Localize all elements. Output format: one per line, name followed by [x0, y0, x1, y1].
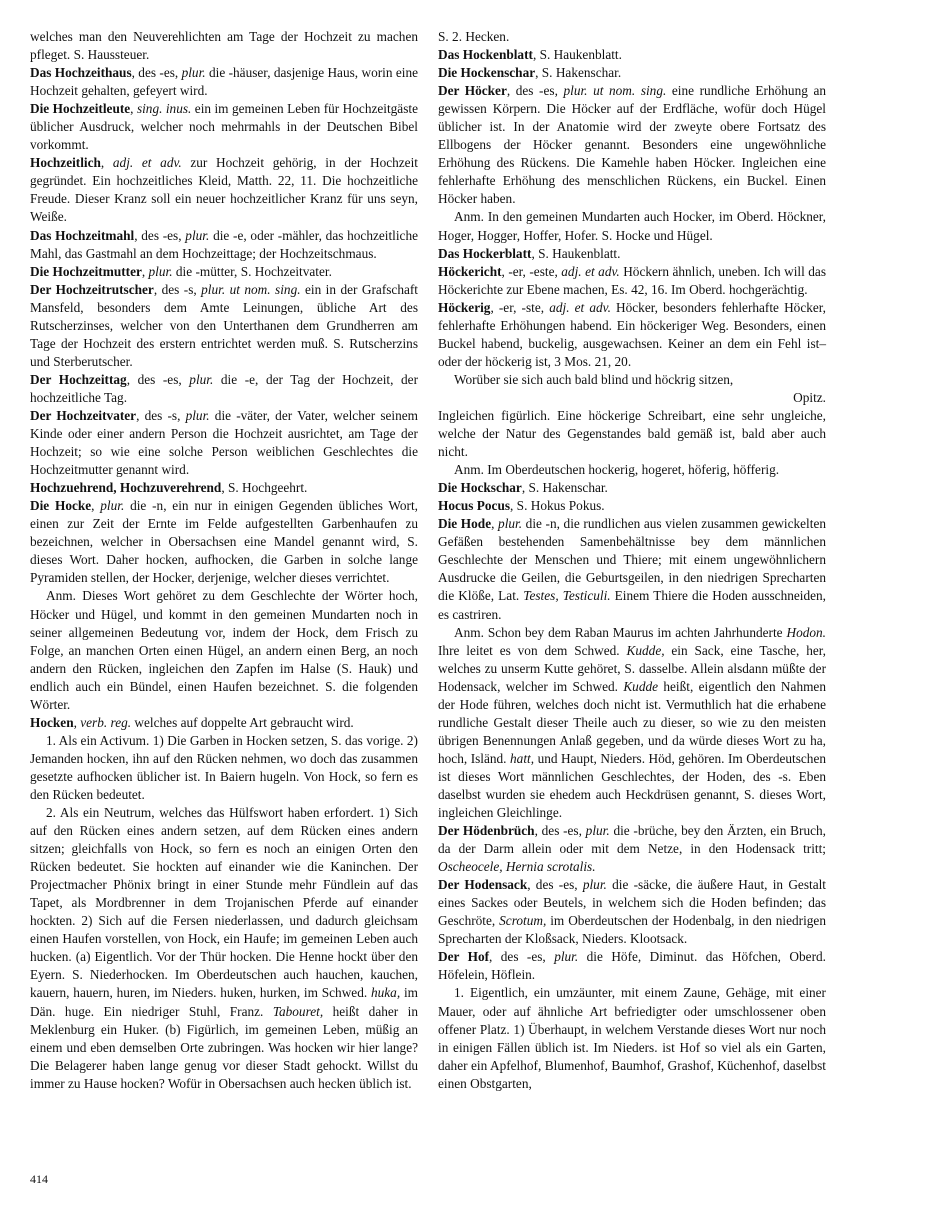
headword: Das Hochzeithaus [30, 65, 132, 81]
text-run: die -n, ein nur in einigen Gegenden übliches Wort, einen zur Zeit der Ernte im Felde aufgestellten Garbenhaufen zu bezeichnen, welcher in Obersachsen eine Mandel genannt wird, S. dieses Wort. Daher hocken, aufhocken, die Garben in solche lange Pyramiden stellen, der Hocker, derjenige, welcher dieses verrichtet. [30, 498, 418, 586]
text-run: 1. Eigentlich, ein umzäunter, mit einem Zaune, Gehäge, mit einer Mauer, oder auf ähnliche Art befriedigter oder umschlossener oben offener Platz. 1) Überhaupt, in welchem Verstande dieses Wort nur noch in einigen Fällen üblich ist. Im Nieders. ist Hof so viel als ein Garten, daher ein Apfelhof, Blumenhof, Baumhof, Grashof, Küchenhof, daselbst einen Obstgarten, [438, 985, 826, 1091]
italic-term: plur. [185, 407, 210, 423]
right-column [438, 28, 826, 1093]
italic-term: plur. [189, 371, 214, 387]
italic-term: verb. reg. [80, 714, 132, 730]
italic-term: plur. [554, 949, 579, 965]
headword: Die Hochzeitleute [30, 101, 131, 117]
text-run: , S. Hakenschar. [535, 65, 622, 81]
headword: Das Hochzeitmahl [30, 227, 135, 243]
italic-term: plur. [582, 877, 607, 893]
headword: Der Hochzeittag [30, 371, 127, 387]
entry-paragraph [438, 497, 826, 515]
italic-term: adj. et adv. [112, 155, 182, 171]
headword: Die Hockenschar [438, 65, 536, 81]
text-run: zur Hochzeit gehörig, in der Hochzeit gegründet. Ein hochzeitliches Kleid, Matth. 22, 11. Die hochzeitliche Freude. Dieser Kranz soll ein neuer hochzeitlicher Kranz für uns seyn, Weiße. [30, 155, 418, 225]
entry-paragraph [30, 64, 418, 100]
text-run: , des -es, [134, 227, 186, 243]
text-run: Ihre leitet es von dem Schwed. [438, 642, 627, 658]
text-run: heißt daher in Meklenburg ein Huker. (b) Figürlich, im gemeinen Leben, müßig an einem und eben demselben Orte zubringen. Was hocken wir hier lange? Die Belagerer haben lange genug vor dieser Stadt gehockt. Willst du immer zu Hause hocken? Wofür in Obersachsen auch hecken üblich ist. [30, 1003, 418, 1091]
headword: Der Hodensack [438, 877, 528, 893]
text-run: , des -es, [131, 65, 182, 81]
entry-paragraph [30, 732, 418, 804]
text-run: die -väter, der Vater, welcher seinem Kinde oder einer andern Person die Hochzeit ausrichtet, am Tage der Hochzeit; so wie eine solche Person weiblichen Geschlechtes die Hochzeitmutter genannt wird. [30, 407, 419, 478]
headword: Der Hof [438, 949, 490, 965]
entry-paragraph [438, 515, 826, 623]
text-run: , S. Hakenschar. [521, 480, 608, 496]
text-run: die -brüche, bey den Ärzten, ein Bruch, da der Darm allein oder mit dem Netze, in den Hodensack tritt; [438, 823, 826, 857]
text-run: 1. Als ein Activum. 1) Die Garben in Hocken setzen, S. das vorige. 2) Jemanden hocken, ihn auf den Rücken nehmen, wo doch das zusammen gesetzte aufhocken üblicher ist. In Baiern hugeln. Von Hock, so fern es den Rücken bedeutet. [30, 732, 418, 802]
text-run: Anm. Dieses Wort gehöret zu dem Geschlechte der Wörter hoch, Höcker und Hügel, und kommt in den gemeinen Mundarten noch in seiner allgemeinen Bedeutung vor, indem der Hock, dem Frisch zu Folge, an manchen Orten einen Hügel, an andern einen Berg, an noch andern den Rücken, ingleichen den Zapfen im Halse (S. Hauk) und endlich auch ein Bündel, einen Haufen bezeichnet. S. die folgenden Wörter. [30, 588, 418, 712]
text-run: , des -es, [489, 949, 555, 965]
entry-paragraph [438, 371, 826, 389]
entry-paragraph [30, 154, 418, 226]
italic-term: adj. et adv. [561, 263, 620, 279]
italic-term: hatt, [510, 750, 535, 766]
text-run: welches man den Neuverehlichten am Tage der Hochzeit zu machen pfleget. S. Haussteuer. [30, 29, 418, 63]
italic-term: Hodon. [786, 624, 826, 640]
text-run: Einem Thiere die Hoden ausschneiden, es castriren. [438, 588, 826, 622]
entry-paragraph [30, 281, 418, 371]
headword: Der Hödenbrüch [438, 823, 535, 839]
page-number: 414 [30, 1172, 48, 1186]
italic-term: plur. [585, 823, 610, 839]
italic-term: Tabouret, [272, 1003, 324, 1019]
entry-paragraph [438, 461, 826, 479]
headword: Der Hochzeitrutscher [30, 281, 154, 297]
text-run: Anm. Schon bey dem Raban Maurus im achten Jahrhunderte [454, 624, 787, 640]
headword: Die Hockschar [438, 480, 522, 496]
entry-paragraph [438, 299, 826, 371]
italic-term: plur. [185, 227, 210, 243]
text-run: Anm. Im Oberdeutschen hockerig, hogeret, höferig, höfferig. [454, 462, 780, 478]
text-run: 2. Als ein Neutrum, welches das Hülfswort haben erfordert. 1) Sich auf den Rücken eines andern setzen, auf dem Rücken eines andern sitzen; gleichfalls von Hock, so fern es noch an einigen Orten den Rücken bedeutet. Sie hockten auf einander wie die Kaninchen. Der Projectmacher Phönix bringt in einer Stunde mehr Fündlein auf das Tapet, als Mordbrenner in dem Trojanischen Pferde auf einander hockten. 2) Sich auf die Fersen niederlassen, und dadurch gleichsam einen Haufen vorstellen, von Hock, ein Haufe; im gemeinen Leben auch hucken. (a) Eigentlich. Vor der Thür hocken. Die Henne hockt über den Eyern. S. Niederhocken. Im Oberdeutschen auch hauchen, kauchen, kauern, hauern, huren, im Nieders. huken, hurken, im Schwed. [30, 805, 418, 1001]
text-run: die -e, der Tag der Hochzeit, der hochzeitliche Tag. [30, 371, 418, 405]
entry-paragraph [30, 497, 418, 587]
text-run: Opitz. [793, 389, 826, 405]
text-run: , des -es, [126, 371, 190, 387]
headword: Die Hocke [30, 498, 92, 514]
entry-paragraph [438, 82, 826, 208]
entry-paragraph [30, 714, 418, 732]
entry-paragraph [438, 407, 826, 461]
text-run: die -mütter, S. Hochzeitvater. [172, 263, 332, 279]
text-run: , [100, 155, 113, 171]
text-run: , S. Haukenblatt. [531, 245, 621, 261]
text-run: welches auf doppelte Art gebraucht wird. [131, 714, 354, 730]
entry-paragraph [30, 371, 418, 407]
text-run: die Höfe, Diminut. das Höfchen, Oberd. Höfelein, Höflein. [438, 949, 826, 983]
text-run: Höckern ähnlich, uneben. Ich will das Höckerichte zur Ebene machen, Es. 42, 16. Im Oberd. hochgerächtig. [438, 263, 826, 297]
text-run: die -säcke, die äußere Haut, in Gestalt eines Sackes oder Beutels, in welchem sich die Hoden befinden; das Geschröte, [438, 877, 826, 929]
headword: Die Hode [438, 516, 492, 532]
headword: Das Hockerblatt [438, 245, 532, 261]
italic-term: adj. et adv. [549, 299, 611, 315]
entry-paragraph [30, 227, 418, 263]
text-run: ein Sack, eine Tasche, her, welches zu unserm Kutte gehöret, S. dasselbe. Allein alsdann müßte der Hodensack, welcher im Schwed. [438, 642, 826, 694]
left-column [30, 28, 418, 1093]
text-run: , S. Hochgeehrt. [221, 480, 308, 496]
entry-paragraph [30, 263, 418, 281]
entry-paragraph [30, 804, 418, 1093]
text-run: , S. Haukenblatt. [532, 47, 622, 63]
text-run: im Oberdeutschen der Hodenbalg, in den niedrigen Sprecharten der Kloßsack, Nieders. Klootsack. [438, 913, 826, 947]
text-run: ein im gemeinen Leben für Hochzeitgäste üblicher Ausdruck, welcher noch mehrmahls in der Deutschen Bibel vorkommt. [30, 101, 418, 153]
entry-paragraph [438, 245, 826, 263]
italic-term: sing. inus. [136, 101, 192, 117]
italic-term: plur. [498, 516, 523, 532]
headword: Hocus Pocus [438, 498, 511, 514]
entry-paragraph [438, 64, 826, 82]
italic-term: plur. [181, 65, 206, 81]
entry-paragraph [30, 479, 418, 497]
text-run: , des -s, [153, 281, 202, 297]
entry-paragraph [438, 624, 826, 823]
text-run: , -er, -este, [501, 263, 562, 279]
headword: Höckericht [438, 263, 502, 279]
text-run: im Dän. huge. Ein niedriger Stuhl, Franz. [30, 985, 418, 1019]
text-run: und Haupt, Nieders. Höd, gehören. Im Oberdeutschen ist dieses Wort männlichen Geschlechtes, der Hoden, des -s. Eben daselbst wurden sie ehedem auch Heckdrüsen genannt, S. dieses Wort, ingleichen Gleichlinge. [438, 750, 826, 821]
text-run: die -e, oder -mähler, das hochzeitliche Mahl, das Gastmahl an dem Hochzeittage; der Hochzeitschmaus. [30, 227, 419, 261]
headword: Hocken [30, 714, 74, 730]
headword: Die Hochzeitmutter [30, 263, 142, 279]
entry-paragraph [438, 984, 826, 1092]
italic-term: huka, [370, 985, 401, 1001]
italic-term: plur. ut nom. sing. [563, 83, 667, 99]
headword: Höckerig [438, 299, 491, 315]
italic-term: Scrotum, [499, 913, 547, 929]
entry-paragraph [438, 46, 826, 64]
entry-paragraph [438, 389, 826, 407]
text-run: die -häuser, dasjenige Haus, worin eine Hochzeit gehalten, gefeyert wird. [30, 65, 418, 99]
text-run: , des -es, [506, 83, 564, 99]
italic-term: Kudde, [626, 642, 665, 658]
entry-paragraph [30, 407, 418, 479]
italic-term: plur. [100, 498, 125, 514]
text-run: Worüber sie sich auch bald blind und höckrig sitzen, [454, 371, 734, 387]
text-run: Anm. In den gemeinen Mundarten auch Hocker, im Oberd. Höckner, Hoger, Hogger, Hoffer, Hofer. S. Hocke und Hügel. [438, 209, 826, 243]
entry-paragraph [30, 587, 418, 713]
text-run: , [141, 263, 149, 279]
headword: Hochzeitlich [30, 155, 101, 171]
headword: Hochzuehrend, Hochzuverehrend [30, 480, 222, 496]
italic-term: Kudde [623, 678, 659, 694]
entry-paragraph [438, 208, 826, 244]
entry-paragraph [30, 100, 418, 154]
text-run: ein in der Grafschaft Mansfeld, besonders dem Amte Leinungen, übliche Art des Rutscherzinses, welcher von den Unterthanen dem Grundherren am Tage der Hochzeit des erstern entrichtet werden muß. S. Rutscherzins und Sterberutscher. [30, 281, 418, 369]
headword: Das Hockenblatt [438, 47, 533, 63]
text-run: , S. Hokus Pokus. [510, 498, 605, 514]
entry-paragraph [438, 479, 826, 497]
entry-paragraph [438, 263, 826, 299]
text-run: , [91, 498, 101, 514]
entry-paragraph [438, 876, 826, 948]
text-run: , [130, 101, 137, 117]
text-run: , [491, 516, 499, 532]
text-run: , des -es, [527, 877, 583, 893]
text-run: Höcker, besonders fehlerhafte Höcker, fehlerhafte Erhöhungen habend. Ein höckeriger Weg. Besonders, einen Buckel habend, buckelig, ausgewachsen. Keiner an dem ein Fehl ist– oder der höckerig ist, 3 Mos. 21, 20. [438, 299, 826, 369]
text-run: , des -es, [534, 823, 586, 839]
text-run: S. 2. Hecken. [438, 29, 510, 44]
text-run: die -n, die rundlichen aus vielen zusammen gewickelten Gefäßen bestehenden Samenbehältnisse bey dem männlichen Geschlechte der Menschen und Thiere; mit einem ungewöhnlichern Ausdrucke die Geilen, die Geburtsgeilen, in den niedrigen Sprecharten die Klöße, Lat. [438, 516, 827, 604]
italic-term: plur. ut nom. sing. [201, 281, 301, 297]
entry-paragraph [438, 28, 826, 46]
entry-paragraph [438, 948, 826, 984]
text-run: Ingleichen figürlich. Eine höckerige Schreibart, eine sehr ungleiche, welche der Natur des Gegenstandes bald gemäß ist, bald aber auch nicht. [438, 407, 826, 460]
text-run: , [73, 714, 81, 730]
text-run: , des -s, [136, 407, 186, 423]
text-run: heißt, eigentlich den Nahmen der Hode führen, welches doch nicht ist. Vermuthlich hat die erhabene rundliche Gestalt dieser Theile auch zu dieser, so wie zu den meisten übrigen Benennungen Anlaß gegeben, und da würde dieses Wort zu ha, hoch, Isländ. [438, 678, 826, 766]
text-run: , -er, -ste, [490, 299, 550, 315]
text-run: eine rundliche Erhöhung an gewissen Körpern. Die Höcker auf der Erdfläche, wofür doch Hügel üblicher ist. In der Anatomie wird der zweyte obere Fortsatz des Ellbogens der Höcker genannt. Besonders eine ungewöhnliche Erhöhung des Rückens. Die Kamehle haben Höcker. Ingleichen eine fehlerhafte Erhöhung des menschlichen Rückens, ein Buckel. Einen Höcker haben. [438, 83, 826, 207]
headword: Der Hochzeitvater [30, 407, 137, 423]
italic-term: Oscheocele, Hernia scrotalis. [438, 859, 596, 875]
italic-term: Testes, Testiculi. [523, 588, 611, 604]
headword: Der Höcker [438, 83, 507, 99]
entry-paragraph [438, 822, 826, 876]
italic-term: plur. [148, 263, 173, 279]
entry-paragraph [30, 28, 418, 64]
